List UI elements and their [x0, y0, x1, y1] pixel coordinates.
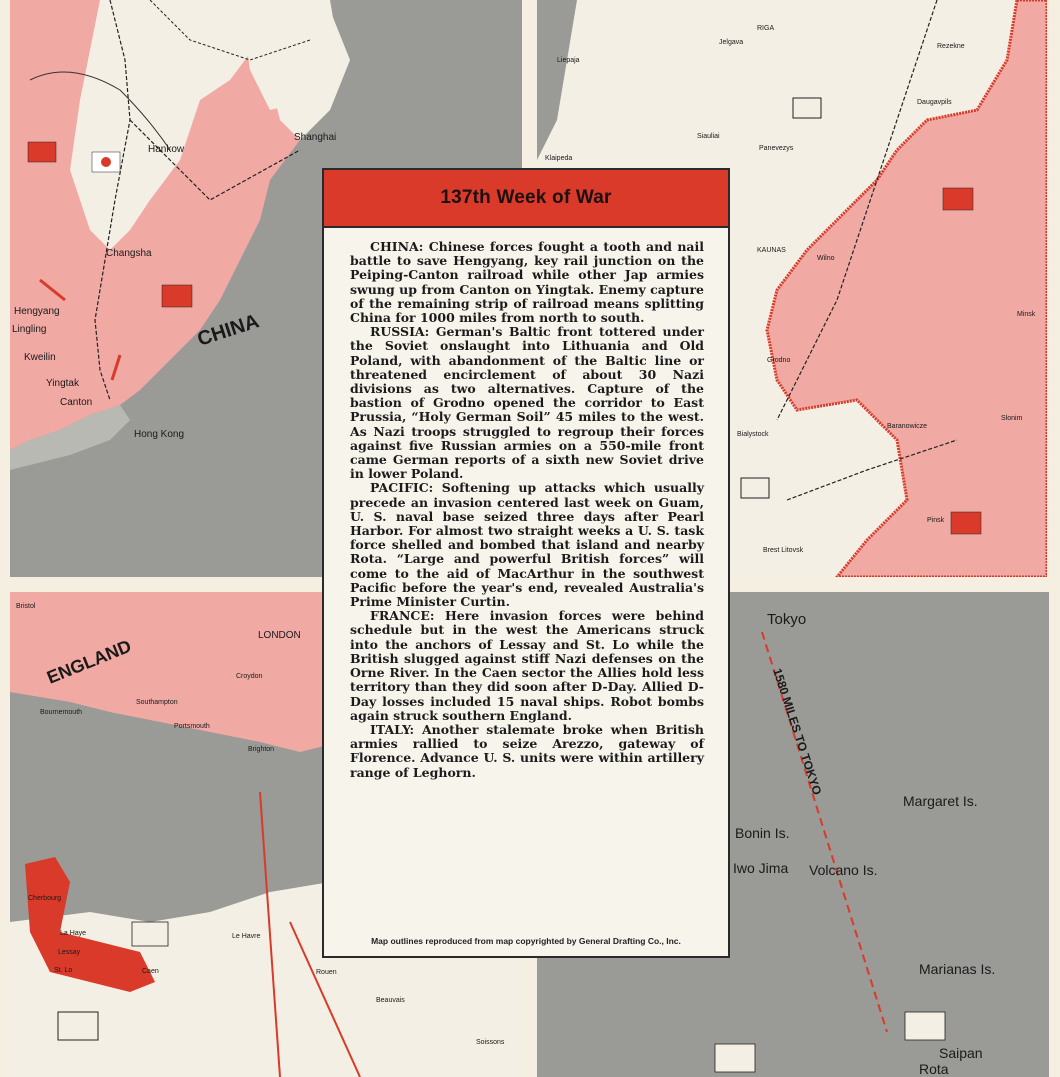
- place-label: Baranowicze: [887, 423, 928, 430]
- place-label: RIGA: [757, 25, 775, 32]
- place-label: Yingtak: [46, 378, 79, 389]
- place-label: Bialystock: [737, 431, 769, 438]
- place-label: Croydon: [236, 673, 263, 680]
- nazi-flag-icon: [741, 478, 769, 498]
- place-label: KAUNAS: [757, 247, 786, 254]
- paragraph-text: Softening up attacks which usually precede an invasion centered last week on Guam, U. S. naval base seized three days after Pearl Harbor. For almost two straight weeks a U. S. task force shelled and bombed that island and nearby Rota. “Large and powerful British forces” will come to the aid of MacArthur in the southwest Pacific before the year's end, revealed Australia's Prime Minister Curtin.: [350, 480, 704, 610]
- place-label: Rouen: [316, 969, 337, 976]
- paragraph-lead: ITALY:: [370, 721, 415, 737]
- place-label: Margaret Is.: [903, 793, 978, 809]
- map-credit: Map outlines reproduced from map copyrighted by General Drafting Co., Inc.: [371, 936, 681, 946]
- summary-title: 137th Week of War: [440, 187, 612, 208]
- region-label-england: ENGLAND: [44, 635, 135, 688]
- paragraph-lead: PACIFIC:: [370, 480, 434, 496]
- news-summary-box: [322, 168, 730, 958]
- place-label: Siauliai: [697, 133, 720, 140]
- place-label: Southampton: [136, 699, 178, 706]
- place-label: Wilno: [817, 255, 835, 262]
- union-jack-flag-icon: [132, 922, 168, 946]
- place-label: Iwo Jima: [733, 860, 789, 876]
- place-label: Bristol: [16, 603, 36, 610]
- paragraph-lead: CHINA:: [370, 239, 424, 254]
- nazi-flag-icon: [58, 1012, 98, 1040]
- place-label: Cherbourg: [28, 895, 62, 902]
- route-label: 1580 MILES TO TOKYO: [770, 666, 825, 797]
- place-label: Minsk: [1017, 311, 1036, 318]
- place-label: Bournemouth: [40, 709, 83, 716]
- place-label: Brighton: [248, 746, 275, 753]
- paragraph-lead: FRANCE:: [370, 608, 435, 624]
- place-label: Hengyang: [14, 306, 60, 317]
- place-label: Hankow: [148, 144, 185, 155]
- paragraph-text: Here invasion forces were behind schedule but in the west the Americans struck into the anchors of Lessay and St. Lo while the British slugged against stiff Nazi defenses on the Orne River. In the Caen sector the Allies hold less territory than they did soon after D-Day. Allied D-Day losses included 15 naval ships. Robot bombs again struck southern England.: [350, 608, 704, 723]
- place-label: Daugavpils: [917, 99, 952, 106]
- place-label: Rezekne: [937, 43, 965, 50]
- place-label: Liepaja: [557, 57, 580, 64]
- place-label: Kweilin: [24, 352, 56, 363]
- summary-paragraph-france: [350, 609, 704, 723]
- place-label: Marianas Is.: [919, 961, 996, 977]
- place-label: Soissons: [476, 1039, 505, 1046]
- summary-paragraph-russia: [350, 325, 704, 481]
- paragraph-text: Another stalemate broke when British armies rallied to seize Arezzo, gateway of Florence. Advance U. S. units were within artillery range of Leghorn.: [350, 721, 704, 780]
- place-label: Tokyo: [767, 611, 807, 628]
- soviet-flag-icon: [951, 512, 981, 534]
- summary-body: [324, 228, 728, 780]
- place-label: Beauvais: [376, 997, 405, 1004]
- place-label: Brest Litovsk: [763, 547, 804, 554]
- place-label: Shanghai: [294, 132, 337, 143]
- place-label: Jelgava: [719, 39, 744, 46]
- summary-header: [324, 170, 728, 228]
- place-label: LONDON: [258, 630, 301, 641]
- place-label: Panevezys: [759, 145, 794, 152]
- us-flag-icon: [905, 1012, 945, 1040]
- place-label: Lessay: [58, 949, 81, 956]
- paragraph-text: German's Baltic front tottered under the Soviet onslaught into Lithuania and Old Poland, with abandonment of the Baltic line or threatened encirclement of about 30 Nazi divisions as two alternatives. Capture of the bastion of Grodno opened the corridor to East Prussia, “Holy German Soil” 45 miles to the west. As Nazi troops struggled to regroup their forces against five Russian armies on a 550-mile front came German reports of a sixth new Soviet drive in lower Poland.: [350, 324, 704, 482]
- paragraph-lead: RUSSIA:: [370, 324, 430, 340]
- place-label: Canton: [60, 397, 93, 408]
- china-flag-icon: [28, 142, 56, 162]
- summary-paragraph-pacific: [350, 481, 704, 609]
- soviet-flag-icon: [943, 188, 973, 210]
- place-label: La Haye: [60, 930, 87, 937]
- place-label: Rota: [919, 1061, 949, 1077]
- us-flag-icon: [715, 1044, 755, 1072]
- place-label: Le Havre: [232, 933, 261, 940]
- place-label: Klaipeda: [545, 155, 573, 162]
- place-label: Volcano Is.: [809, 862, 878, 878]
- summary-paragraph-italy: [350, 723, 704, 780]
- nazi-flag-icon: [793, 98, 821, 118]
- place-label: Hong Kong: [134, 429, 185, 440]
- place-label: Saipan: [939, 1045, 983, 1061]
- place-label: Portsmouth: [174, 723, 210, 730]
- summary-paragraph-china: [350, 240, 704, 325]
- place-label: Grodno: [767, 357, 791, 364]
- place-label: Pinsk: [927, 517, 945, 524]
- place-label: St. Lo: [54, 967, 73, 974]
- place-label: Changsha: [106, 248, 152, 259]
- china-flag-icon: [162, 285, 192, 307]
- place-label: Bonin Is.: [735, 825, 790, 841]
- paragraph-text: Chinese forces fought a tooth and nail battle to save Hengyang, key rail junction on the Peiping-Canton railroad while other Jap armies swung up from Canton on Yingtak. Enemy capture of the remaining strip of railroad means splitting China for 1000 miles from north to south.: [350, 239, 704, 326]
- place-label: Caen: [142, 968, 159, 975]
- region-label-china: CHINA: [194, 310, 262, 351]
- place-label: Lingling: [12, 324, 47, 335]
- place-label: Slonim: [1001, 415, 1023, 422]
